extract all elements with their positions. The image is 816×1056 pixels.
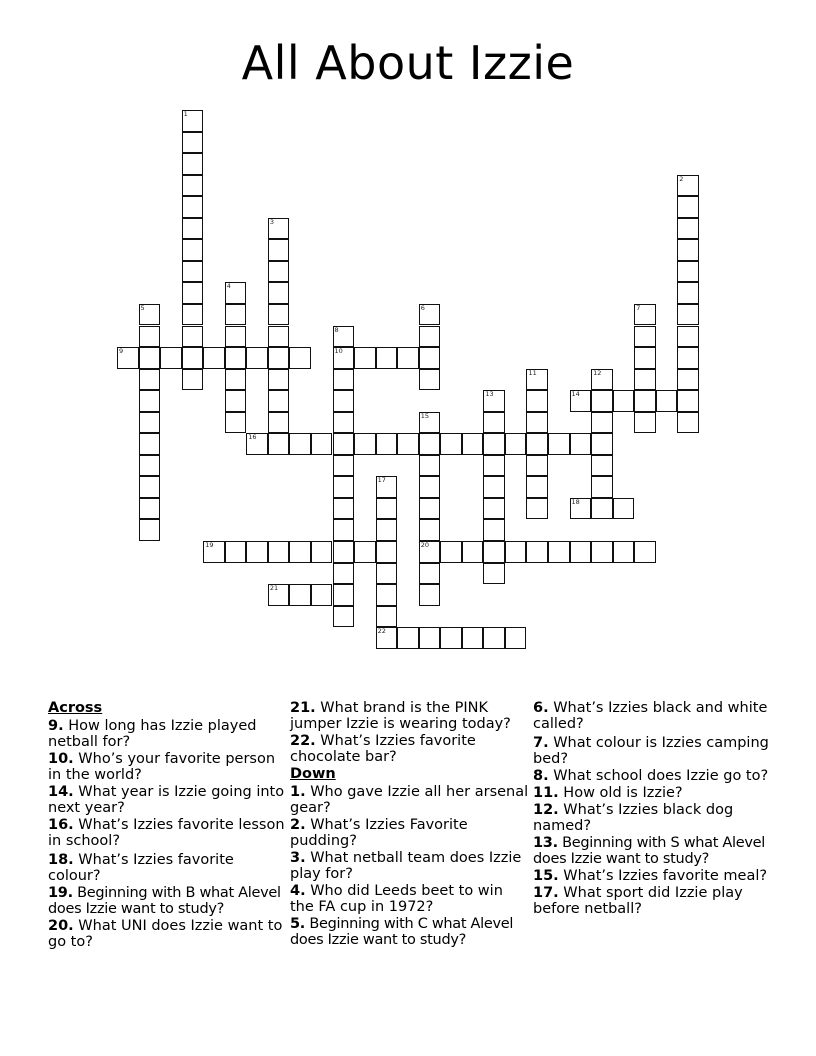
clue-across-21: 21. What brand is the PINK jumper Izzie is wearing today? bbox=[290, 700, 511, 732]
grid-cell[interactable] bbox=[376, 627, 398, 649]
grid-cell[interactable] bbox=[139, 326, 161, 348]
clue-down-17: 17. What sport did Izzie play before netball? bbox=[533, 885, 743, 917]
grid-cell[interactable] bbox=[182, 282, 204, 304]
grid-cell[interactable] bbox=[268, 304, 290, 326]
clue-number: 10 bbox=[334, 347, 343, 356]
grid-cell[interactable] bbox=[289, 584, 311, 606]
clues-column-2 bbox=[290, 700, 530, 949]
grid-cell[interactable] bbox=[505, 541, 527, 563]
clue-number: 11 bbox=[528, 368, 537, 377]
clue-down-5: 5. Beginning with C what Alevel does Izzie want to study? bbox=[290, 916, 514, 948]
grid-cell[interactable] bbox=[246, 433, 268, 455]
grid-cell[interactable] bbox=[182, 196, 204, 218]
clue-across-18: 18. What’s Izzies favorite colour? bbox=[48, 852, 234, 884]
grid-cell[interactable] bbox=[246, 347, 268, 369]
grid-cell[interactable] bbox=[397, 627, 419, 649]
grid-cell[interactable] bbox=[333, 433, 355, 455]
grid-cell[interactable] bbox=[160, 347, 182, 369]
grid-cell[interactable] bbox=[225, 369, 247, 391]
grid-cell[interactable] bbox=[182, 110, 204, 132]
grid-cell[interactable] bbox=[246, 541, 268, 563]
grid-cell[interactable] bbox=[268, 239, 290, 261]
grid-cell[interactable] bbox=[483, 563, 505, 585]
grid-cell[interactable] bbox=[634, 390, 656, 412]
clue-number: 13 bbox=[485, 390, 494, 399]
grid-cell[interactable] bbox=[419, 433, 441, 455]
grid-cell[interactable] bbox=[634, 369, 656, 391]
grid-cell[interactable] bbox=[483, 498, 505, 520]
clue-number: 16 bbox=[248, 433, 257, 442]
grid-cell[interactable] bbox=[139, 390, 161, 412]
grid-cell[interactable] bbox=[505, 627, 527, 649]
grid-cell[interactable] bbox=[419, 498, 441, 520]
clue-across-16: 16. What’s Izzies favorite lesson in school? bbox=[48, 817, 285, 849]
grid-cell[interactable] bbox=[526, 476, 548, 498]
grid-cell[interactable] bbox=[268, 433, 290, 455]
clue-number: 9 bbox=[119, 347, 124, 356]
grid-cell[interactable] bbox=[333, 476, 355, 498]
grid-cell[interactable] bbox=[333, 584, 355, 606]
clue-across-9: 9. How long has Izzie played netball for? bbox=[48, 718, 257, 750]
clue-number: 21 bbox=[269, 584, 279, 593]
grid-cell[interactable] bbox=[591, 390, 613, 412]
grid-cell[interactable] bbox=[182, 347, 204, 369]
grid-cell[interactable] bbox=[526, 390, 548, 412]
grid-cell[interactable] bbox=[526, 541, 548, 563]
grid-cell[interactable] bbox=[419, 519, 441, 541]
grid-cell[interactable] bbox=[570, 498, 592, 520]
grid-cell[interactable] bbox=[591, 455, 613, 477]
clues-column-3 bbox=[533, 700, 773, 918]
grid-cell[interactable] bbox=[677, 175, 699, 197]
grid-cell[interactable] bbox=[268, 347, 290, 369]
grid-cell[interactable] bbox=[333, 563, 355, 585]
grid-cell[interactable] bbox=[677, 347, 699, 369]
grid-cell[interactable] bbox=[139, 455, 161, 477]
grid-cell[interactable] bbox=[117, 347, 139, 369]
clue-number: 17 bbox=[377, 476, 386, 485]
grid-cell[interactable] bbox=[634, 412, 656, 434]
grid-cell[interactable] bbox=[419, 627, 441, 649]
grid-cell[interactable] bbox=[376, 606, 398, 628]
clue-down-1: 1. Who gave Izzie all her arsenal gear? bbox=[290, 784, 529, 816]
clue-number: 1 bbox=[183, 110, 188, 118]
clue-down-4: 4. Who did Leeds beet to win the FA cup in 1972? bbox=[290, 883, 503, 915]
grid-cell[interactable] bbox=[139, 412, 161, 434]
grid-cell[interactable] bbox=[268, 218, 290, 240]
puzzle-title: All About Izzie bbox=[241, 36, 575, 90]
grid-cell[interactable] bbox=[483, 627, 505, 649]
grid-cell[interactable] bbox=[311, 433, 333, 455]
grid-cell[interactable] bbox=[570, 541, 592, 563]
grid-cell[interactable] bbox=[526, 455, 548, 477]
grid-cell[interactable] bbox=[289, 347, 311, 369]
clue-down-13: 13. Beginning with S what Alevel does Izzie want to study? bbox=[533, 835, 766, 867]
grid-cell[interactable] bbox=[419, 369, 441, 391]
across-heading: Across bbox=[48, 700, 103, 716]
grid-cell[interactable] bbox=[268, 412, 290, 434]
clue-number: 3 bbox=[269, 217, 274, 226]
grid-cell[interactable] bbox=[677, 261, 699, 283]
clue-down-7: 7. What colour is Izzies camping bed? bbox=[533, 735, 769, 767]
grid-cell[interactable] bbox=[182, 218, 204, 240]
clue-across-22: 22. What’s Izzies favorite chocolate bar? bbox=[290, 733, 476, 765]
grid-cell[interactable] bbox=[376, 498, 398, 520]
grid-cell[interactable] bbox=[376, 347, 398, 369]
grid-cell[interactable] bbox=[225, 390, 247, 412]
grid-cell[interactable] bbox=[333, 390, 355, 412]
grid-cell[interactable] bbox=[289, 541, 311, 563]
grid-cell[interactable] bbox=[139, 304, 161, 326]
clue-number: 18 bbox=[571, 497, 580, 506]
clue-down-6: 6. What’s Izzies black and white called? bbox=[533, 700, 768, 732]
grid-cell[interactable] bbox=[225, 326, 247, 348]
grid-cell[interactable] bbox=[613, 541, 635, 563]
grid-cell[interactable] bbox=[333, 498, 355, 520]
grid-cell[interactable] bbox=[483, 433, 505, 455]
grid-cell[interactable] bbox=[225, 412, 247, 434]
grid-cell[interactable] bbox=[182, 175, 204, 197]
down-heading: Down bbox=[290, 766, 336, 782]
grid-cell[interactable] bbox=[333, 519, 355, 541]
grid-cell[interactable] bbox=[483, 541, 505, 563]
grid-cell[interactable] bbox=[548, 433, 570, 455]
grid-cell[interactable] bbox=[376, 541, 398, 563]
grid-cell[interactable] bbox=[333, 347, 355, 369]
grid-cell[interactable] bbox=[677, 326, 699, 348]
grid-cell[interactable] bbox=[333, 369, 355, 391]
grid-cell[interactable] bbox=[333, 606, 355, 628]
grid-cell[interactable] bbox=[570, 433, 592, 455]
grid-cell[interactable] bbox=[225, 541, 247, 563]
grid-cell[interactable] bbox=[139, 433, 161, 455]
grid-cell[interactable] bbox=[397, 433, 419, 455]
clue-number: 14 bbox=[571, 390, 580, 399]
clue-across-14: 14. What year is Izzie going into next year? bbox=[48, 784, 285, 816]
grid-cell[interactable] bbox=[354, 433, 376, 455]
grid-cell[interactable] bbox=[225, 347, 247, 369]
grid-cell[interactable] bbox=[182, 261, 204, 283]
grid-cell[interactable] bbox=[333, 541, 355, 563]
grid-cell[interactable] bbox=[677, 369, 699, 391]
grid-cell[interactable] bbox=[613, 390, 635, 412]
grid-cell[interactable] bbox=[182, 326, 204, 348]
grid-cell[interactable] bbox=[182, 304, 204, 326]
clue-number: 7 bbox=[636, 303, 641, 312]
grid-cell[interactable] bbox=[354, 541, 376, 563]
grid-cell[interactable] bbox=[526, 433, 548, 455]
clue-number: 19 bbox=[205, 541, 214, 549]
grid-cell[interactable] bbox=[268, 282, 290, 304]
grid-cell[interactable] bbox=[268, 369, 290, 391]
grid-cell[interactable] bbox=[419, 455, 441, 477]
grid-cell[interactable] bbox=[139, 476, 161, 498]
grid-cell[interactable] bbox=[483, 519, 505, 541]
clue-number: 6 bbox=[420, 303, 425, 312]
grid-cell[interactable] bbox=[268, 261, 290, 283]
grid-cell[interactable] bbox=[634, 326, 656, 348]
grid-cell[interactable] bbox=[677, 196, 699, 218]
grid-cell[interactable] bbox=[182, 369, 204, 391]
grid-cell[interactable] bbox=[333, 412, 355, 434]
grid-cell[interactable] bbox=[634, 304, 656, 326]
clue-across-19: 19. Beginning with B what Alevel does Izzie want to study? bbox=[48, 885, 281, 917]
grid-cell[interactable] bbox=[289, 433, 311, 455]
grid-cell[interactable] bbox=[483, 476, 505, 498]
grid-cell[interactable] bbox=[182, 153, 204, 175]
grid-cell[interactable] bbox=[677, 390, 699, 412]
grid-cell[interactable] bbox=[225, 282, 247, 304]
grid-cell[interactable] bbox=[634, 541, 656, 563]
grid-cell[interactable] bbox=[139, 519, 161, 541]
grid-cell[interactable] bbox=[483, 390, 505, 412]
clue-down-15: 15. What’s Izzies favorite meal? bbox=[533, 868, 768, 884]
grid-cell[interactable] bbox=[203, 541, 225, 563]
grid-cell[interactable] bbox=[526, 369, 548, 391]
grid-cell[interactable] bbox=[376, 433, 398, 455]
grid-cell[interactable] bbox=[591, 412, 613, 434]
grid-cell[interactable] bbox=[354, 347, 376, 369]
grid-cell[interactable] bbox=[440, 433, 462, 455]
clue-across-20: 20. What UNI does Izzie want to go to? bbox=[48, 918, 283, 950]
grid-cell[interactable] bbox=[570, 390, 592, 412]
grid-cell[interactable] bbox=[462, 627, 484, 649]
clue-number: 12 bbox=[593, 368, 602, 377]
grid-cell[interactable] bbox=[268, 390, 290, 412]
grid-cell[interactable] bbox=[677, 218, 699, 240]
grid-cell[interactable] bbox=[483, 455, 505, 477]
clue-down-2: 2. What’s Izzies Favorite pudding? bbox=[290, 817, 468, 849]
grid-cell[interactable] bbox=[591, 498, 613, 520]
clue-down-8: 8. What school does Izzie go to? bbox=[533, 768, 769, 784]
clue-number: 8 bbox=[334, 325, 339, 334]
grid-cell[interactable] bbox=[139, 347, 161, 369]
grid-cell[interactable] bbox=[397, 347, 419, 369]
grid-cell[interactable] bbox=[526, 412, 548, 434]
grid-cell[interactable] bbox=[677, 282, 699, 304]
grid-cell[interactable] bbox=[419, 541, 441, 563]
grid-cell[interactable] bbox=[419, 412, 441, 434]
grid-cell[interactable] bbox=[483, 412, 505, 434]
grid-cell[interactable] bbox=[591, 433, 613, 455]
grid-cell[interactable] bbox=[548, 541, 570, 563]
grid-cell[interactable] bbox=[268, 584, 290, 606]
clue-number: 5 bbox=[140, 303, 145, 312]
grid-cell[interactable] bbox=[182, 132, 204, 154]
grid-cell[interactable] bbox=[462, 433, 484, 455]
grid-cell[interactable] bbox=[268, 326, 290, 348]
clue-number: 2 bbox=[679, 174, 684, 183]
grid-cell[interactable] bbox=[376, 584, 398, 606]
grid-cell[interactable] bbox=[462, 541, 484, 563]
clue-number: 4 bbox=[226, 282, 231, 291]
clue-down-12: 12. What’s Izzies black dog named? bbox=[533, 802, 734, 834]
clue-number: 20 bbox=[420, 541, 429, 549]
grid-cell[interactable] bbox=[311, 584, 333, 606]
grid-cell[interactable] bbox=[376, 476, 398, 498]
grid-cell[interactable] bbox=[677, 412, 699, 434]
grid-cell[interactable] bbox=[268, 541, 290, 563]
grid-cell[interactable] bbox=[376, 519, 398, 541]
grid-cell[interactable] bbox=[311, 541, 333, 563]
grid-cell[interactable] bbox=[419, 347, 441, 369]
grid-cell[interactable] bbox=[591, 369, 613, 391]
clue-number: 22 bbox=[377, 627, 386, 636]
grid-cell[interactable] bbox=[376, 563, 398, 585]
grid-cell[interactable] bbox=[333, 326, 355, 348]
grid-cell[interactable] bbox=[419, 476, 441, 498]
grid-cell[interactable] bbox=[139, 369, 161, 391]
grid-cell[interactable] bbox=[656, 390, 678, 412]
grid-cell[interactable] bbox=[591, 541, 613, 563]
grid-cell[interactable] bbox=[505, 433, 527, 455]
grid-cell[interactable] bbox=[139, 498, 161, 520]
grid-cell[interactable] bbox=[526, 498, 548, 520]
grid-cell[interactable] bbox=[440, 627, 462, 649]
grid-cell[interactable] bbox=[440, 541, 462, 563]
grid-cell[interactable] bbox=[419, 304, 441, 326]
grid-cell[interactable] bbox=[677, 239, 699, 261]
clue-number: 15 bbox=[420, 411, 429, 420]
grid-cell[interactable] bbox=[634, 347, 656, 369]
grid-cell[interactable] bbox=[182, 239, 204, 261]
grid-cell[interactable] bbox=[419, 584, 441, 606]
grid-cell[interactable] bbox=[591, 476, 613, 498]
grid-cell[interactable] bbox=[677, 304, 699, 326]
grid-cell[interactable] bbox=[419, 563, 441, 585]
clue-down-3: 3. What netball team does Izzie play for? bbox=[290, 850, 522, 882]
clues-column-1 bbox=[48, 700, 288, 951]
clue-down-11: 11. How old is Izzie? bbox=[533, 785, 683, 801]
clue-across-10: 10. Who’s your favorite person in the world? bbox=[48, 751, 276, 783]
grid-cell[interactable] bbox=[613, 498, 635, 520]
grid-cell[interactable] bbox=[333, 455, 355, 477]
grid-cell[interactable] bbox=[203, 347, 225, 369]
grid-cell[interactable] bbox=[419, 326, 441, 348]
grid-cell[interactable] bbox=[225, 304, 247, 326]
